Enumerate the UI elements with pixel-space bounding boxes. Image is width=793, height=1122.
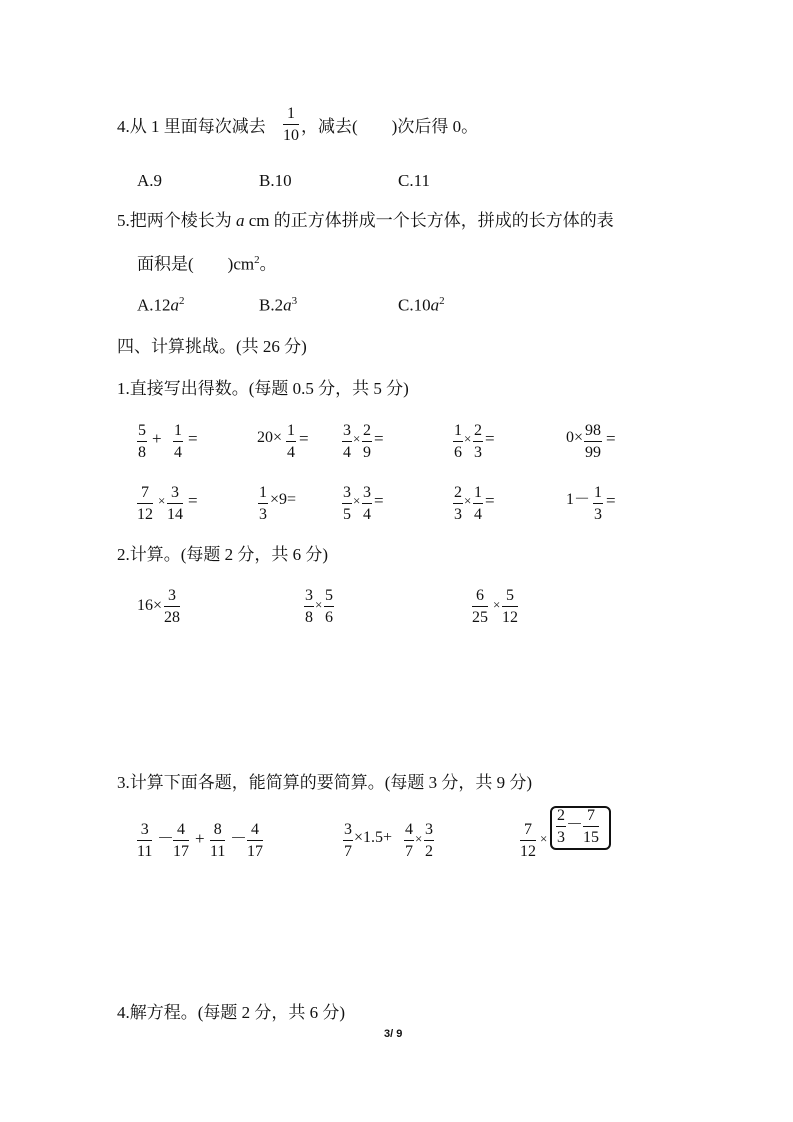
- p1-r1-e4-frac2: [473, 423, 483, 461]
- p1-r1-e1-op: +: [152, 429, 162, 448]
- q4-prefix: 4.从 1 里面每次减去: [117, 117, 266, 136]
- p1-r1-e2-n: 1: [286, 423, 296, 442]
- p1-r2-e5-eq: =: [606, 491, 616, 510]
- p1-r2-e4-frac2: [473, 485, 483, 523]
- p1-r1-e3-frac2: [362, 423, 372, 461]
- p1-r2-e3-frac2: [362, 485, 372, 523]
- p3-e2-d2: 7: [405, 843, 413, 860]
- p3-e1-d2: 17: [173, 843, 189, 860]
- p1-r2-e4-op: ×: [464, 493, 472, 508]
- p1-r1-e1-frac2: [173, 423, 183, 461]
- p1-r1-e4-n1: 1: [453, 423, 463, 442]
- p1-r1-e1-n1: 5: [137, 423, 147, 442]
- p3-e2-d1: 7: [344, 843, 352, 860]
- p2-e1-pre: 16×: [137, 597, 163, 614]
- p3-e1-frac1: [137, 822, 152, 860]
- q5-option-c-var: a: [430, 295, 440, 315]
- p1-r2-e3-n2: 3: [362, 485, 372, 504]
- p1-r2-e1-op: ×: [158, 493, 166, 508]
- q4-option-a: A.9: [137, 171, 163, 190]
- p3-e2-op: ×: [415, 831, 423, 846]
- p3-e2-mid: ×1.5+: [354, 829, 393, 846]
- q5-line1-var: a: [236, 211, 245, 230]
- q5-line2-b: 。: [259, 254, 277, 274]
- p1-r1-e5-n: 98: [584, 423, 602, 442]
- p1-r2-e1-n2: 3: [167, 485, 183, 504]
- q4-frac-num: 1: [283, 106, 299, 125]
- q5-option-a-label: A.12: [137, 295, 171, 315]
- p2-e3-n1: 6: [472, 588, 488, 607]
- p1-r1-e3-n1: 3: [342, 423, 352, 442]
- p3-e3-frac3: [583, 808, 599, 846]
- p3-e3-minus: －: [566, 815, 583, 834]
- q5-option-a: [137, 296, 185, 314]
- p2-title: 2.计算。(每题 2 分，共 6 分): [117, 545, 329, 564]
- q5-line2: [137, 255, 277, 273]
- p2-e3-frac2: [502, 588, 518, 626]
- p1-r1-e1-frac1: [137, 423, 147, 461]
- p1-r2-e3-d2: 4: [363, 506, 371, 523]
- q5-option-c-label: C.10: [398, 295, 431, 315]
- p3-e3-frac1: [520, 822, 536, 860]
- p2-e2-frac1: [304, 588, 314, 626]
- p1-r1-e5-frac: [584, 423, 602, 461]
- p3-e3-d2: 3: [557, 829, 565, 846]
- p1-r2-e1-eq: =: [188, 491, 198, 510]
- p1-r2-e5-pre: 1－: [566, 491, 591, 508]
- p3-e1-frac4: [247, 822, 263, 860]
- q4-option-c: C.11: [398, 171, 430, 190]
- p3-e1-op2: +: [195, 829, 205, 848]
- p2-e2-n1: 3: [304, 588, 314, 607]
- p2-e2-d1: 8: [305, 609, 313, 626]
- p1-r2-e4-n2: 1: [473, 485, 483, 504]
- p3-e3-op: ×: [540, 831, 548, 846]
- p3-e1-d4: 17: [247, 843, 263, 860]
- p3-e1-d3: 11: [210, 843, 226, 860]
- p3-e1-op1: －: [157, 829, 174, 848]
- p1-r2-e4-frac1: [453, 485, 463, 523]
- p3-e1-frac3: [210, 822, 225, 860]
- p1-r2-e2-d: 3: [259, 506, 267, 523]
- p1-r1-e1-d2: 4: [174, 444, 182, 461]
- p1-title: 1.直接写出得数。(每题 0.5 分，共 5 分): [117, 379, 409, 398]
- section4-title: 四、计算挑战。(共 26 分): [117, 337, 307, 356]
- q4-fraction: [283, 106, 299, 144]
- p2-e2-d2: 6: [325, 609, 333, 626]
- p2-e1-n: 3: [164, 588, 180, 607]
- p3-title: 3.计算下面各题，能简算的要简算。(每题 3 分，共 9 分): [117, 773, 533, 792]
- p1-r2-e3-eq: =: [374, 491, 384, 510]
- q5-line2-sup: 2: [254, 254, 260, 266]
- p3-e1-frac2: [173, 822, 189, 860]
- p2-e2-op: ×: [315, 597, 323, 612]
- p1-r2-e4-eq: =: [485, 491, 495, 510]
- p1-r2-e3-d1: 5: [343, 506, 351, 523]
- p1-r2-e2-n: 1: [258, 485, 268, 504]
- p1-r1-e5-d: 99: [585, 444, 601, 461]
- p1-r2-e5-d: 3: [594, 506, 602, 523]
- p1-r1-e5-pre: 0×: [566, 429, 584, 446]
- p3-e3-n2: 2: [556, 808, 566, 827]
- p1-r1-e4-frac1: [453, 423, 463, 461]
- p1-r2-e4-n1: 2: [453, 485, 463, 504]
- p1-r1-e3-frac1: [342, 423, 352, 461]
- p1-r1-e4-n2: 2: [473, 423, 483, 442]
- p3-e2-frac2: [404, 822, 414, 860]
- p2-e2-n2: 5: [324, 588, 334, 607]
- p1-r2-e1-d2: 14: [167, 506, 183, 523]
- p2-e3-d1: 25: [472, 609, 488, 626]
- p1-r2-e4-d2: 4: [474, 506, 482, 523]
- p1-r2-e1-n1: 7: [137, 485, 153, 504]
- p1-r1-e2-eq: =: [299, 429, 309, 448]
- p1-r1-e3-d2: 9: [363, 444, 371, 461]
- p1-r1-e4-eq: =: [485, 429, 495, 448]
- p1-r1-e2-pre: 20×: [257, 429, 283, 446]
- q5-line1: [117, 212, 614, 229]
- q5-option-a-var: a: [170, 295, 180, 315]
- p1-r1-e4-d2: 3: [474, 444, 482, 461]
- p3-e2-n2: 4: [404, 822, 414, 841]
- p1-r2-e3-frac1: [342, 485, 352, 523]
- p1-r1-e3-op: ×: [353, 431, 361, 446]
- p1-r1-e4-d1: 6: [454, 444, 462, 461]
- q5-line1-a: 5.把两个棱长为: [117, 211, 236, 230]
- p3-e1-n4: 4: [247, 822, 263, 841]
- q5-option-b-var: a: [283, 295, 292, 315]
- p1-r2-e1-frac2: [167, 485, 183, 523]
- p1-r2-e4-d1: 3: [454, 506, 462, 523]
- p2-e3-frac1: [472, 588, 488, 626]
- p1-r2-e5-frac: [593, 485, 603, 523]
- p1-r1-e1-n2: 1: [173, 423, 183, 442]
- p1-r1-e5-eq: =: [606, 429, 616, 448]
- page-number: 3/ 9: [384, 1028, 403, 1040]
- p3-e1-n1: 3: [137, 822, 152, 841]
- p1-r1-e1-eq: =: [188, 429, 198, 448]
- q5-option-a-sup: 2: [179, 295, 185, 307]
- p3-e3-n3: 7: [583, 808, 599, 827]
- q5-option-b-sup: 3: [291, 295, 298, 307]
- p1-r1-e4-op: ×: [464, 431, 472, 446]
- p2-e2-frac2: [324, 588, 334, 626]
- q5-option-b-label: B.2: [259, 295, 284, 315]
- p1-r2-e2-post: ×9=: [270, 491, 297, 508]
- p2-e3-op: ×: [493, 597, 501, 612]
- p3-e2-n1: 3: [343, 822, 353, 841]
- p2-e3-d2: 12: [502, 609, 518, 626]
- p3-e1-n3: 8: [210, 822, 225, 841]
- p1-r1-e3-d1: 4: [343, 444, 351, 461]
- p3-e2-frac3: [424, 822, 434, 860]
- p3-e1-n2: 4: [173, 822, 189, 841]
- q5-line1-b: cm 的正方体拼成一个长方体，拼成的长方体的表: [244, 211, 614, 230]
- p3-e2-frac1: [343, 822, 353, 860]
- p3-e1-d1: 11: [137, 843, 153, 860]
- p2-e1-frac: [164, 588, 180, 626]
- q5-option-c-sup: 2: [439, 295, 445, 307]
- p1-r1-e2-frac: [286, 423, 296, 461]
- p3-e1-op3: －: [230, 829, 247, 848]
- p1-r1-e3-eq: =: [374, 429, 384, 448]
- q4-frac-den: 10: [283, 127, 299, 144]
- p2-e1-d: 28: [164, 609, 180, 626]
- p3-e3-d1: 12: [520, 843, 536, 860]
- q4-suffix: ，减去( )次后得 0。: [301, 117, 479, 136]
- p3-e3-d3: 15: [583, 829, 599, 846]
- q5-option-c: [398, 296, 445, 314]
- p1-r1-e2-d: 4: [287, 444, 295, 461]
- p1-r2-e3-op: ×: [353, 493, 361, 508]
- p2-e3-n2: 5: [502, 588, 518, 607]
- q5-option-b: [259, 296, 297, 314]
- p3-e3-frac2: [556, 808, 566, 846]
- p1-r1-e3-n2: 2: [362, 423, 372, 442]
- p3-e2-n3: 3: [424, 822, 434, 841]
- p1-r2-e5-n: 1: [593, 485, 603, 504]
- p1-r2-e3-n1: 3: [342, 485, 352, 504]
- q4-option-b: B.10: [259, 171, 292, 190]
- p1-r2-e1-frac1: [137, 485, 153, 523]
- p1-r2-e1-d1: 12: [137, 506, 153, 523]
- p1-r1-e1-d1: 8: [138, 444, 146, 461]
- p3-e3-n1: 7: [520, 822, 536, 841]
- p4-title: 4.解方程。(每题 2 分，共 6 分): [117, 1003, 346, 1022]
- p3-e2-d3: 2: [425, 843, 433, 860]
- q5-line2-a: 面积是( )cm: [137, 254, 255, 274]
- p1-r2-e2-frac: [258, 485, 268, 523]
